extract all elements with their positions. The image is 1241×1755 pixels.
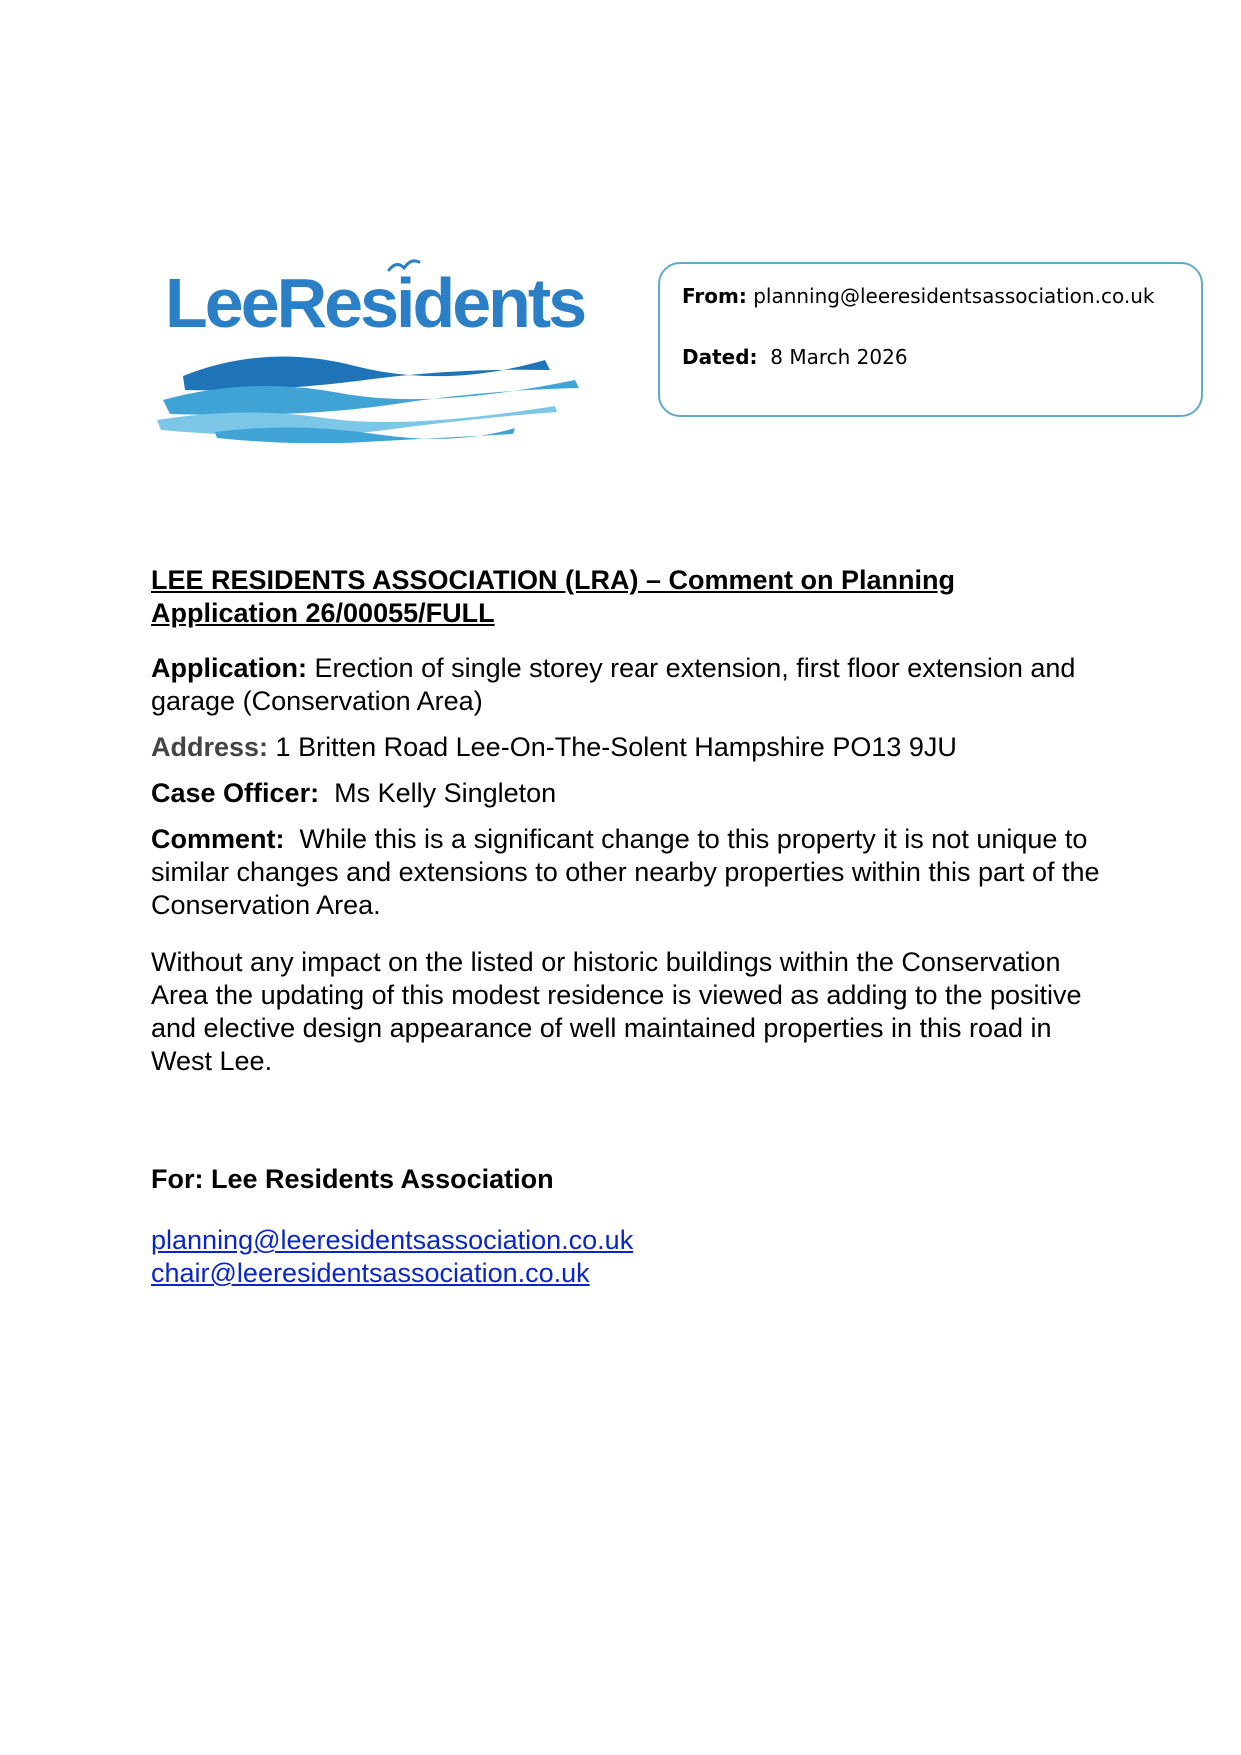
comment-label: Comment: — [151, 824, 285, 854]
signoff: For: Lee Residents Association — [151, 1164, 554, 1194]
sender-info-box — [658, 262, 1203, 417]
seagull-icon — [387, 256, 421, 276]
logo-text: LeeResidents — [165, 264, 585, 342]
planning-email-link[interactable]: planning@leeresidentsassociation.co.uk — [151, 1225, 634, 1255]
application-value: Erection of single storey rear extension, first floor extension and garage (Conservation Area) — [151, 653, 1076, 716]
from-value: planning@leeresidentsassociation.co.uk — [753, 284, 1155, 308]
application-label: Application: — [151, 653, 307, 683]
document-body — [151, 564, 1101, 1290]
address-value: 1 Britten Road Lee-On-The-Solent Hampshire PO13 9JU — [275, 732, 957, 762]
case-officer-value: Ms Kelly Singleton — [334, 778, 557, 808]
waves-graphic — [155, 338, 595, 443]
case-officer-label: Case Officer: — [151, 778, 320, 808]
address-label: Address: — [151, 732, 269, 762]
from-label: From: — [682, 284, 747, 308]
case-officer-line — [151, 777, 1101, 810]
document-title: LEE RESIDENTS ASSOCIATION (LRA) – Comment on Planning Application 26/00055/FULL — [151, 565, 956, 628]
address-line — [151, 731, 1101, 764]
dated-label: Dated: — [682, 345, 758, 369]
comment-paragraph-2: Without any impact on the listed or historic buildings within the Conservation Area the updating of this modest residence is viewed as adding to the positive and elective design appearance of well maintained properties in this road in West Lee. — [151, 947, 1082, 1076]
contact-emails — [151, 1224, 1101, 1290]
dated-line — [682, 345, 908, 369]
comment-line — [151, 823, 1101, 922]
comment-value: While this is a significant change to this property it is not unique to similar changes and extensions to other nearby properties within this part of the Conservation Area. — [151, 824, 1100, 920]
chair-email-link[interactable]: chair@leeresidentsassociation.co.uk — [151, 1258, 590, 1288]
dated-value: 8 March 2026 — [770, 345, 908, 369]
application-line — [151, 652, 1101, 718]
lee-residents-logo — [155, 264, 615, 448]
from-line — [682, 284, 1154, 308]
